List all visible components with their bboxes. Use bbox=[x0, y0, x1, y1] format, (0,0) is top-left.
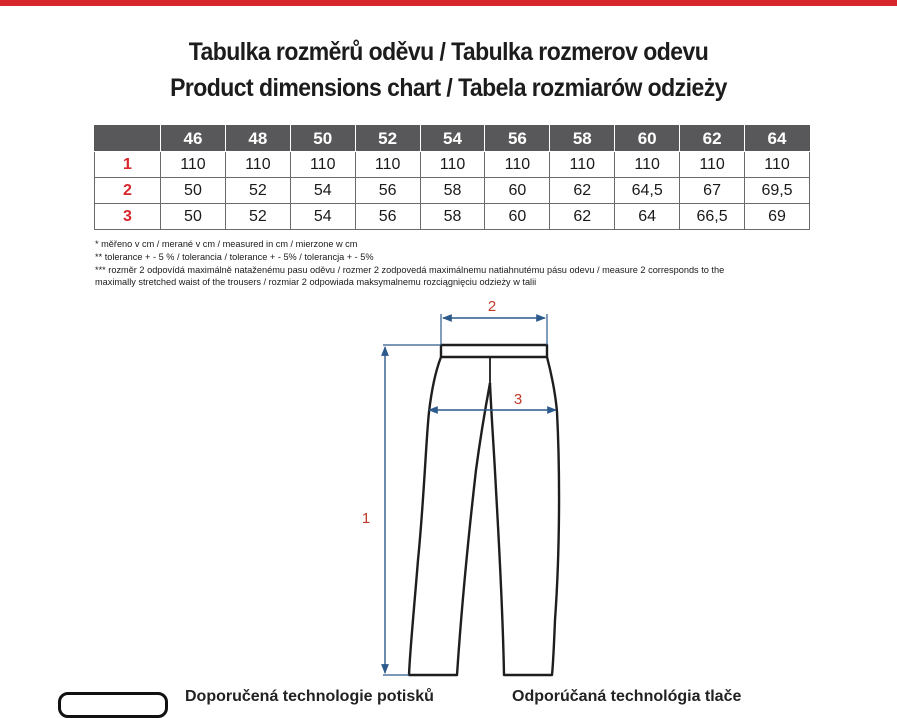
table-row bbox=[95, 152, 810, 178]
label-waist: 2 bbox=[487, 298, 497, 315]
footer-logo-box bbox=[58, 692, 168, 718]
table-cell: 69,5 bbox=[745, 178, 810, 204]
table-cell: 58 bbox=[420, 204, 485, 230]
size-header-cell: 48 bbox=[225, 126, 290, 152]
table-corner-cell bbox=[95, 126, 161, 152]
table-cell: 64 bbox=[615, 204, 680, 230]
row-label: 2 bbox=[95, 178, 161, 204]
table-cell: 50 bbox=[161, 204, 226, 230]
table-cell: 110 bbox=[680, 152, 745, 178]
table-cell: 110 bbox=[485, 152, 550, 178]
table-cell: 60 bbox=[485, 204, 550, 230]
dimension-waist bbox=[441, 314, 547, 345]
table-cell: 110 bbox=[355, 152, 420, 178]
footnote-measured: * měřeno v cm / merané v cm / measured in cm / mierzone w cm bbox=[95, 239, 358, 249]
table-cell: 54 bbox=[290, 178, 355, 204]
table-cell: 64,5 bbox=[615, 178, 680, 204]
table-cell: 62 bbox=[550, 178, 615, 204]
trousers-diagram bbox=[330, 290, 590, 690]
footnote-tolerance: ** tolerance + - 5 % / tolerancia / tolerance + - 5% / tolerancja + - 5% bbox=[95, 251, 374, 262]
trousers-outline bbox=[409, 345, 559, 675]
row-label: 3 bbox=[95, 204, 161, 230]
table-cell: 62 bbox=[550, 204, 615, 230]
table-row bbox=[95, 178, 810, 204]
size-header-row bbox=[95, 126, 810, 152]
page-title-line2: Product dimensions chart / Tabela rozmiarów odzieży bbox=[170, 74, 727, 102]
table-cell: 67 bbox=[680, 178, 745, 204]
label-hip: 3 bbox=[513, 391, 523, 408]
table-cell: 52 bbox=[225, 178, 290, 204]
size-table bbox=[94, 125, 810, 230]
footnote-waist-2: maximally stretched waist of the trousers / rozmiar 2 odpowiada maksymalnemu rozciągnięciu odzieży w talii bbox=[95, 277, 537, 288]
size-header-cell: 50 bbox=[290, 126, 355, 152]
table-cell: 52 bbox=[225, 204, 290, 230]
footer-text-left: Doporučená technologie potisků bbox=[185, 688, 434, 705]
label-length: 1 bbox=[361, 510, 371, 527]
table-cell: 110 bbox=[225, 152, 290, 178]
table-cell: 54 bbox=[290, 204, 355, 230]
table-cell: 56 bbox=[355, 204, 420, 230]
footnote-waist-1: *** rozměr 2 odpovídá maximálně nataženému pasu oděvu / rozmer 2 zodpovedá maximálnemu natiahnutému pásu odevu / measure 2 corresponds to the bbox=[95, 264, 725, 275]
size-header-cell: 64 bbox=[745, 126, 810, 152]
table-cell: 110 bbox=[550, 152, 615, 178]
table-cell: 66,5 bbox=[680, 204, 745, 230]
size-header-cell: 62 bbox=[680, 126, 745, 152]
size-header-cell: 46 bbox=[161, 126, 226, 152]
row-label: 1 bbox=[95, 152, 161, 178]
table-cell: 110 bbox=[290, 152, 355, 178]
table-cell: 50 bbox=[161, 178, 226, 204]
size-header-cell: 60 bbox=[615, 126, 680, 152]
table-cell: 110 bbox=[615, 152, 680, 178]
size-header-cell: 52 bbox=[355, 126, 420, 152]
top-accent-bar bbox=[0, 0, 897, 6]
table-cell: 110 bbox=[161, 152, 226, 178]
table-cell: 110 bbox=[745, 152, 810, 178]
size-header-cell: 56 bbox=[485, 126, 550, 152]
table-cell: 110 bbox=[420, 152, 485, 178]
table-cell: 69 bbox=[745, 204, 810, 230]
footer-text-right: Odporúčaná technológia tlače bbox=[512, 688, 742, 705]
page-title-line1: Tabulka rozměrů oděvu / Tabulka rozmerov odevu bbox=[188, 38, 709, 66]
table-cell: 58 bbox=[420, 178, 485, 204]
table-cell: 60 bbox=[485, 178, 550, 204]
table-cell: 56 bbox=[355, 178, 420, 204]
footnotes bbox=[95, 238, 815, 289]
table-row bbox=[95, 204, 810, 230]
size-header-cell: 58 bbox=[550, 126, 615, 152]
size-header-cell: 54 bbox=[420, 126, 485, 152]
